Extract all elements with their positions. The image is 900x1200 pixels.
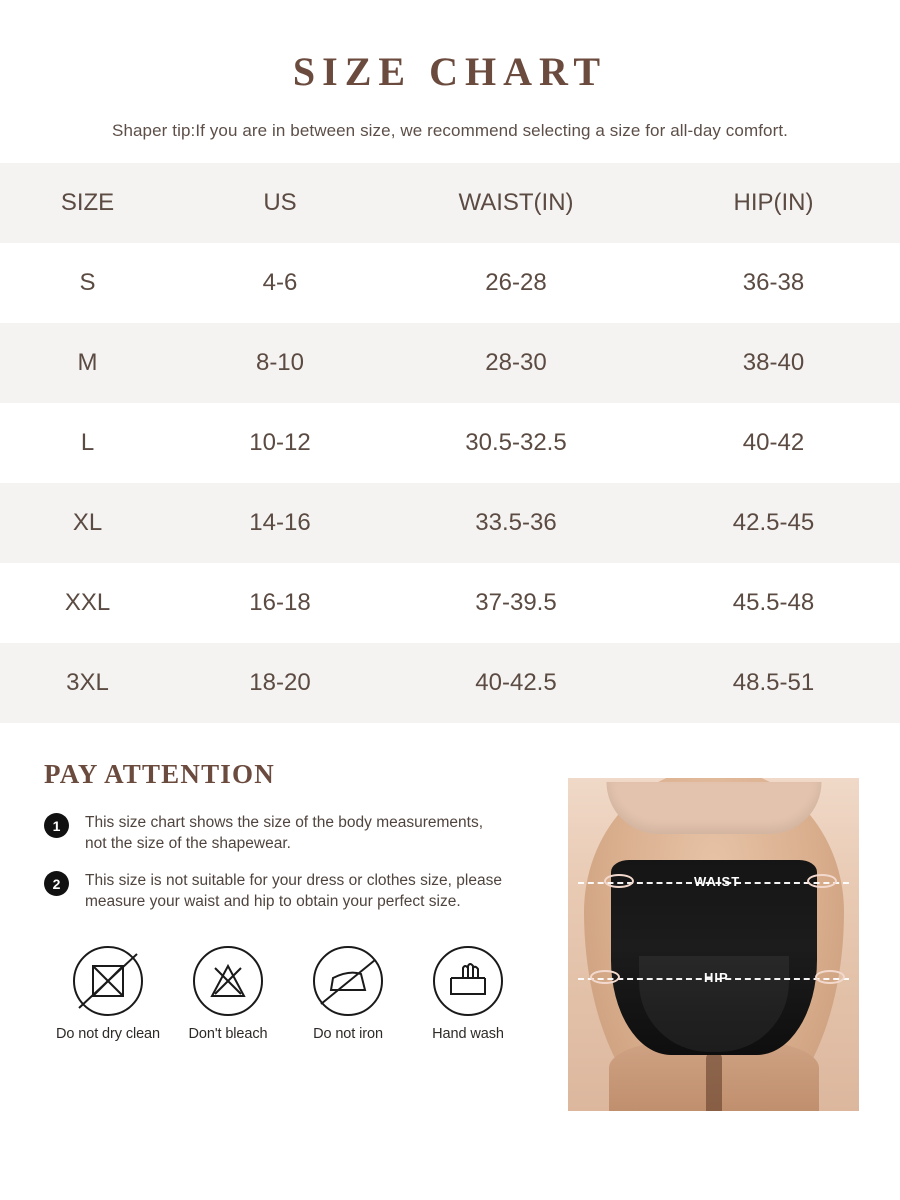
care-item-hand-wash: [408, 946, 528, 1042]
note-number-badge: 2: [44, 871, 69, 896]
cell-waist: 30.5-32.5: [465, 429, 567, 456]
care-item-dry-clean: [48, 946, 168, 1042]
waist-loop-left-icon: [604, 874, 634, 888]
cell-us: 10-12: [249, 429, 311, 456]
column-header-us: US: [263, 189, 297, 216]
table-row: [0, 323, 900, 403]
cell-hip: 40-42: [742, 429, 805, 456]
shaper-tip: Shaper tip:If you are in between size, we recommend selecting a size for all-day comfort.: [112, 121, 788, 140]
waist-loop-right-icon: [807, 874, 837, 888]
note-number-badge: 1: [44, 813, 69, 838]
cell-size: XL: [72, 509, 103, 536]
attention-note: [44, 812, 540, 854]
table-row: [0, 563, 900, 643]
cell-size: S: [79, 269, 96, 296]
cell-us: 16-18: [249, 589, 311, 616]
table-row: [0, 643, 900, 723]
table-header-row: [0, 163, 900, 243]
table-row: [0, 483, 900, 563]
cell-size: 3XL: [66, 669, 109, 696]
cell-hip: 42.5-45: [732, 509, 815, 536]
hip-label: HIP: [704, 970, 729, 985]
model-photo: [568, 778, 859, 1111]
cell-waist: 26-28: [485, 269, 547, 296]
cell-waist: 33.5-36: [475, 509, 557, 536]
cell-waist: 28-30: [485, 349, 547, 376]
column-header-waist: WAIST(IN): [458, 189, 574, 216]
do-not-iron-icon: [313, 946, 383, 1016]
note-text: This size is not suitable for your dress or clothes size, please measure your waist and hip to obtain your perfect size.: [85, 872, 502, 910]
model-leg-gap: [706, 1051, 722, 1111]
table-row: [0, 403, 900, 483]
hip-loop-left-icon: [590, 970, 620, 984]
note-text: This size chart shows the size of the body measurements, not the size of the shapewear.: [85, 814, 484, 852]
shapewear-garment: [611, 860, 817, 1055]
care-label: Hand wash: [432, 1026, 504, 1042]
column-header-size: SIZE: [60, 189, 115, 216]
cell-waist: 40-42.5: [475, 669, 557, 696]
cell-hip: 36-38: [742, 269, 805, 296]
hip-loop-right-icon: [815, 970, 845, 984]
model-bra: [606, 782, 821, 834]
care-label: Do not dry clean: [56, 1026, 160, 1042]
cell-size: M: [77, 349, 98, 376]
cell-us: 14-16: [249, 509, 311, 536]
care-item-iron: [288, 946, 408, 1042]
cell-hip: 45.5-48: [732, 589, 815, 616]
cell-us: 4-6: [262, 269, 298, 296]
attention-note: [44, 870, 540, 912]
cell-us: 8-10: [255, 349, 305, 376]
attention-title: PAY ATTENTION: [44, 759, 275, 789]
cell-waist: 37-39.5: [475, 589, 557, 616]
cell-hip: 48.5-51: [732, 669, 815, 696]
attention-column: [0, 759, 540, 1042]
cell-size: XXL: [64, 589, 111, 616]
page-title: SIZE CHART: [292, 49, 608, 94]
cell-us: 18-20: [249, 669, 311, 696]
size-chart-table: [0, 163, 900, 723]
care-item-bleach: [168, 946, 288, 1042]
care-label: Don't bleach: [188, 1026, 268, 1042]
do-not-bleach-icon: [193, 946, 263, 1016]
do-not-dry-clean-icon: [73, 946, 143, 1016]
cell-size: L: [80, 429, 95, 456]
column-header-hip: HIP(IN): [733, 189, 814, 216]
cell-hip: 38-40: [742, 349, 805, 376]
care-instructions-row: [44, 946, 540, 1042]
hand-wash-icon: [433, 946, 503, 1016]
table-row: [0, 243, 900, 323]
care-label: Do not iron: [313, 1026, 383, 1042]
waist-label: WAIST: [694, 874, 741, 889]
